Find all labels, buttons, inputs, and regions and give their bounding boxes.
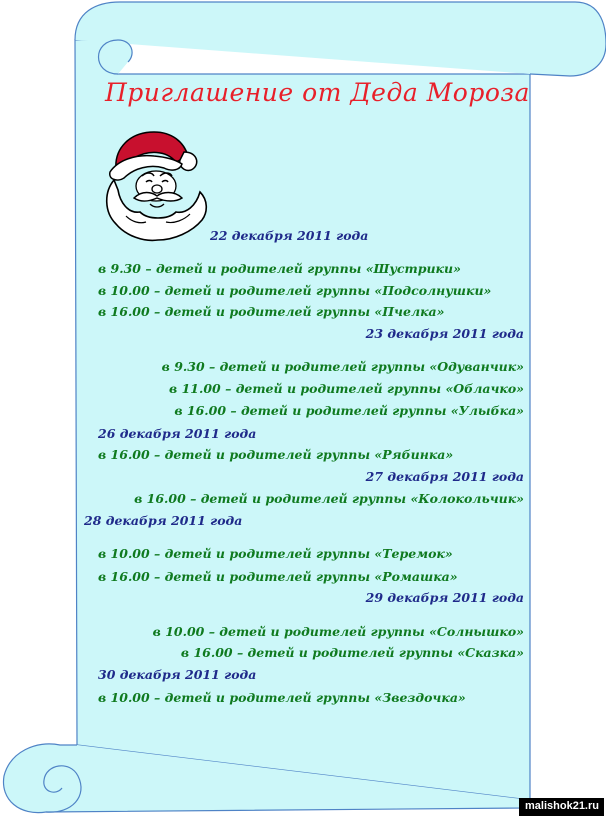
schedule-entry: в 16.00 – детей и родителей группы «Ромашка» [98, 569, 458, 584]
schedule-entry: в 16.00 – детей и родителей группы «Рябинка» [98, 447, 454, 462]
date-heading: 28 декабря 2011 года [84, 513, 243, 528]
page-title: Приглашение от Деда Мороза [105, 78, 530, 107]
schedule-entry: в 16.00 – детей и родителей группы «Сказка» [180, 645, 524, 660]
date-heading: 22 декабря 2011 года [210, 228, 369, 243]
schedule-entry: в 9.30 – детей и родителей группы «Шустрики» [98, 261, 461, 276]
schedule-entry: в 10.00 – детей и родителей группы «Теремок» [98, 546, 453, 561]
schedule-entry: в 16.00 – детей и родителей группы «Пчелка» [98, 304, 445, 319]
schedule-entry: в 10.00 – детей и родителей группы «Солнышко» [152, 624, 524, 639]
site-watermark: malishok21.ru [519, 798, 604, 816]
date-heading: 27 декабря 2011 года [365, 469, 524, 484]
date-heading: 29 декабря 2011 года [365, 590, 524, 605]
schedule-entry: в 16.00 – детей и родителей группы «Колокольчик» [134, 491, 524, 506]
schedule-entry: в 9.30 – детей и родителей группы «Одуванчик» [161, 359, 524, 374]
schedule-entry: в 10.00 – детей и родителей группы «Подсолнушки» [98, 283, 492, 298]
santa-claus-face-icon [96, 128, 214, 244]
date-heading: 30 декабря 2011 года [98, 667, 257, 682]
date-heading: 26 декабря 2011 года [98, 426, 257, 441]
schedule-entry: в 16.00 – детей и родителей группы «Улыбка» [174, 403, 524, 418]
date-heading: 23 декабря 2011 года [365, 326, 524, 341]
schedule-entry: в 10.00 – детей и родителей группы «Звездочка» [98, 690, 466, 705]
schedule-entry: в 11.00 – детей и родителей группы «Облачко» [169, 381, 524, 396]
